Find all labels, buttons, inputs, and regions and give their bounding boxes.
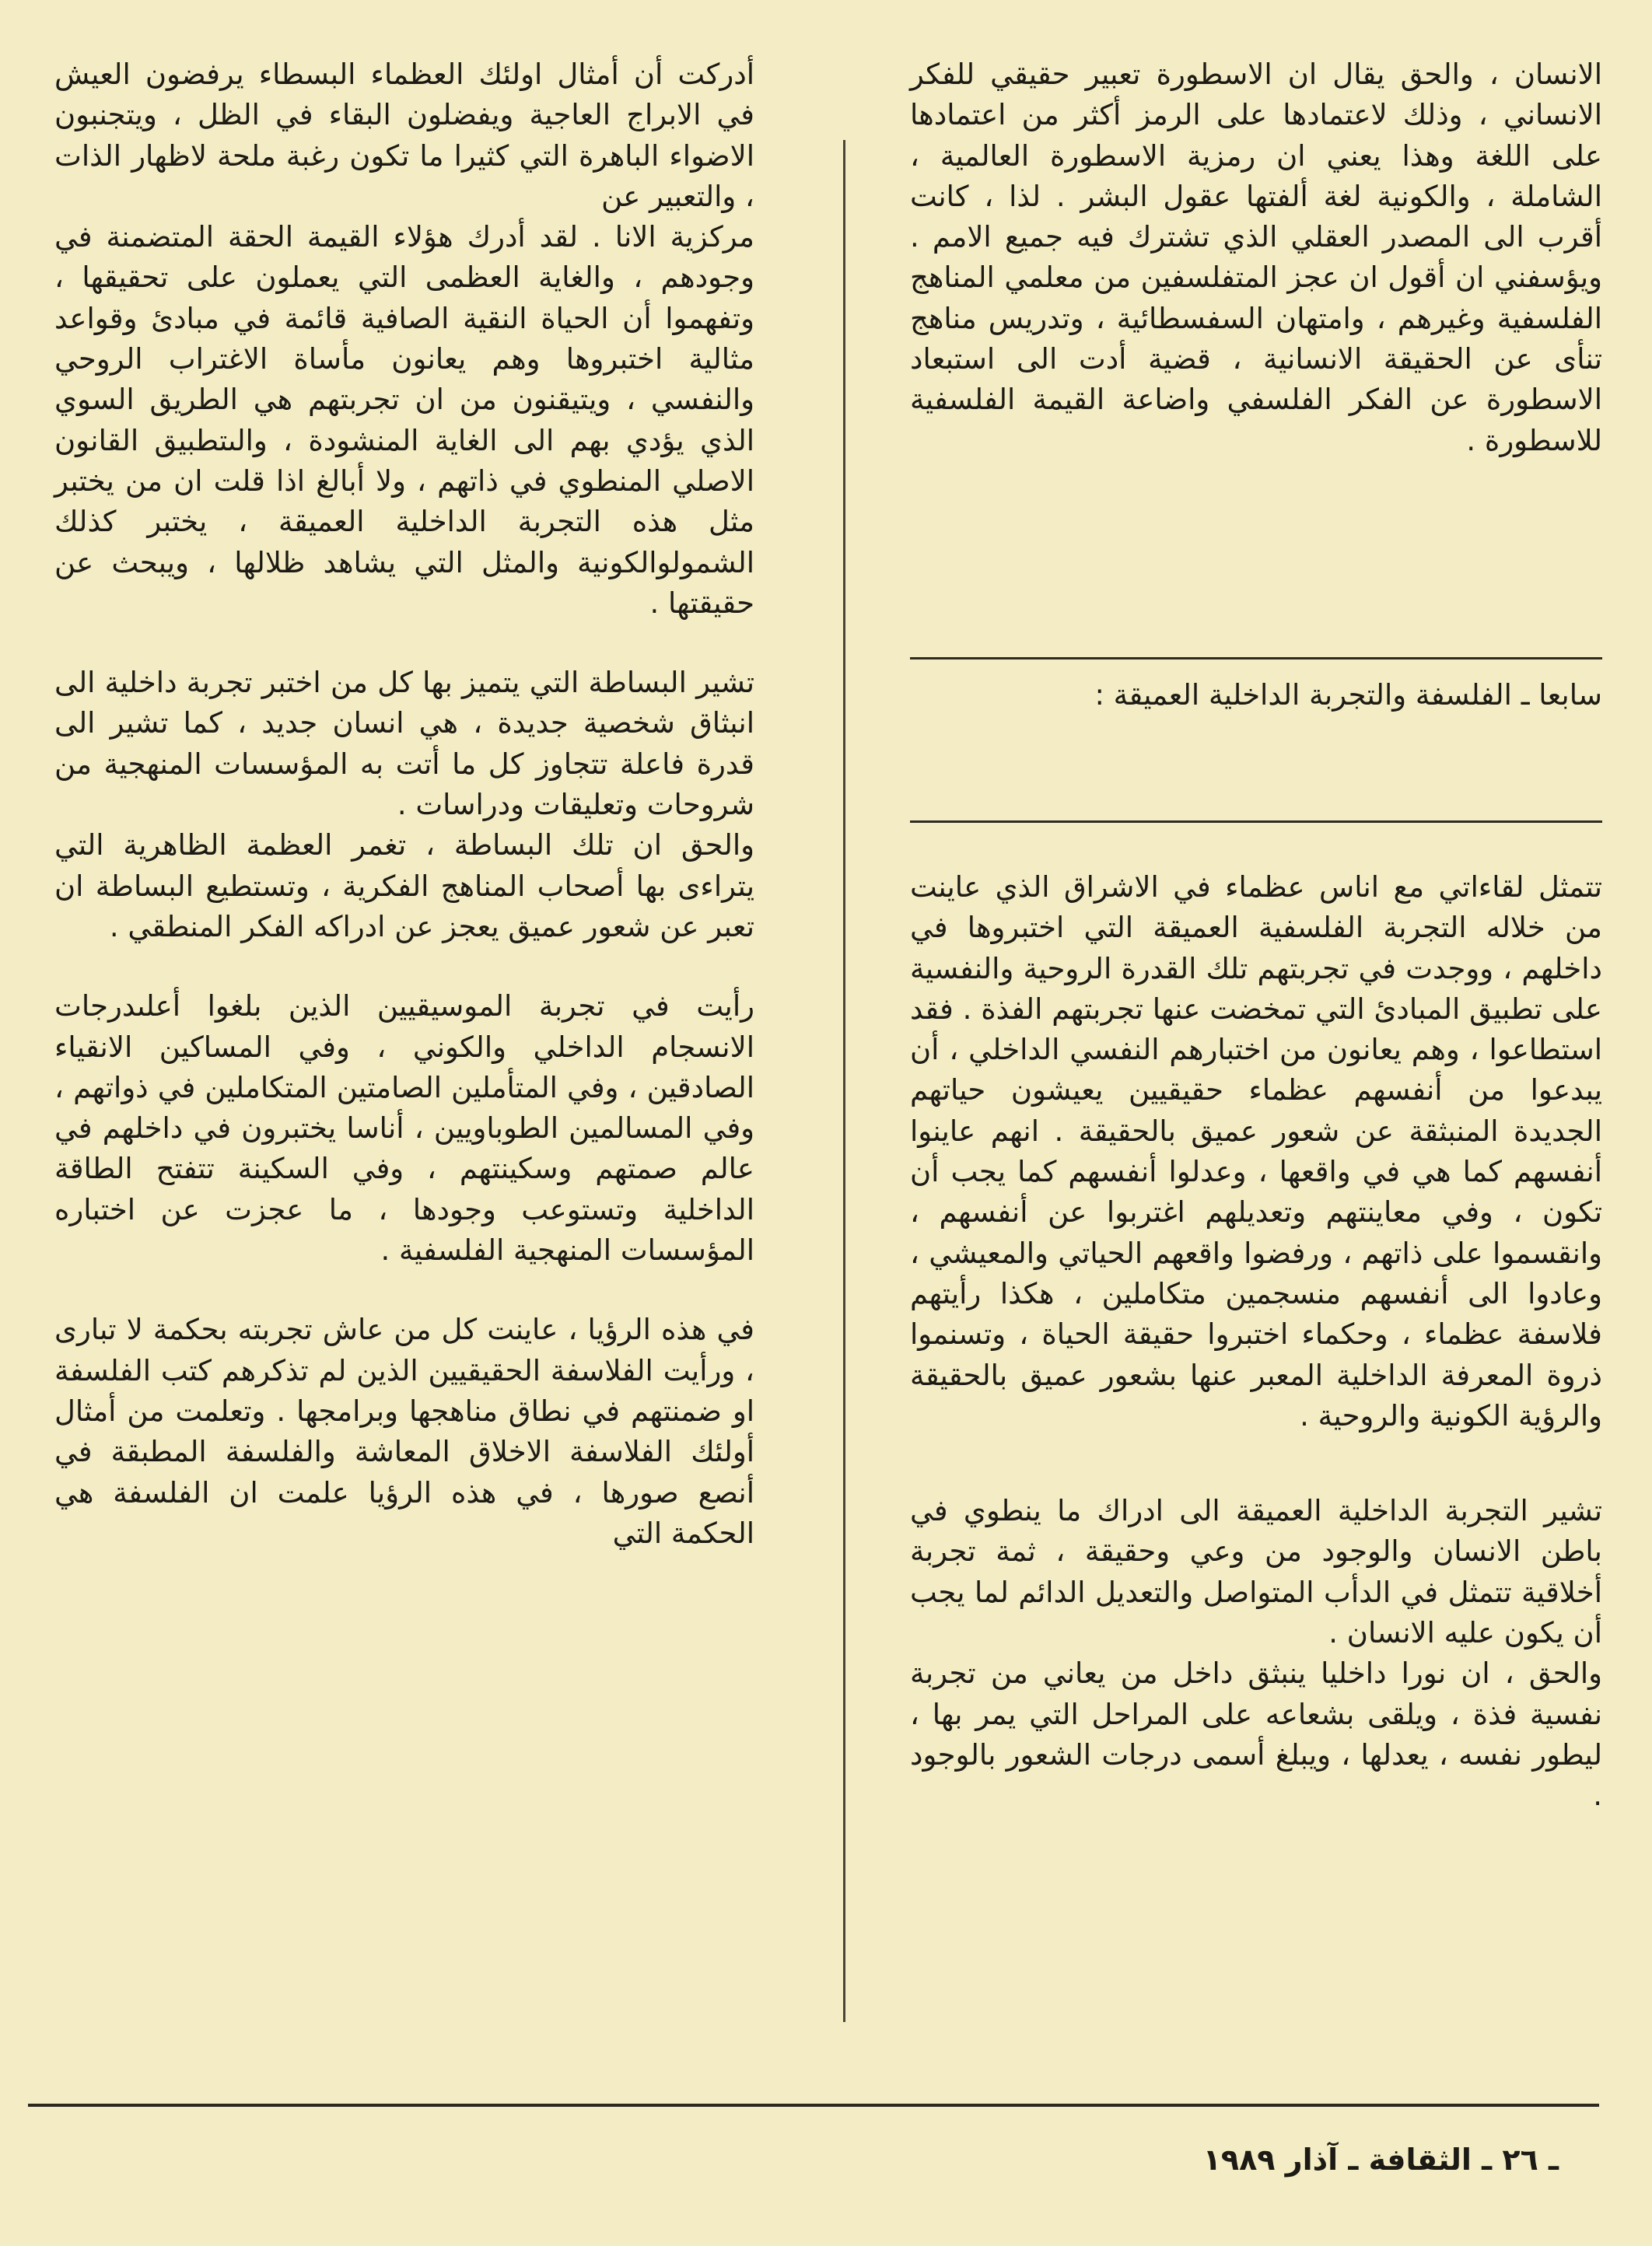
left-paragraph-2: مركزية الانا . لقد أدرك هؤلاء القيمة الحقة المتضمنة في وجودهم ، والغاية العظمى التي يعملون على تحقيقها ، وتفهموا أن الحياة النقية الصافية قائمة في مبادئ وقواعد مثالية اختبروها وهم يعانون مأساة الاغتراب الروحي والنفسي ، ويتيقنون من ان تجربتهم هي الطريق السوي الذي يؤدي بهم الى الغاية المنشودة ، والىتطبيق القانون الاصلي المنطوي في ذاتهم ، ولا أبالغ اذا قلت ان من يختبر مثل هذه التجربة الداخلية العميقة ، يختبر كذلك الشمولوالكونية والمثل التي يشاهد ظلالها ، ويبحث عن حقيقتها . [54, 220, 754, 620]
page-footer: ـ ٢٦ ـ الثقافة ـ آذار ١٩٨٩ [1202, 2143, 1559, 2177]
right-paragraph-2: تتمثل لقاءاتي مع اناس عظماء في الاشراق الذي عاينت من خلاله التجربة الفلسفية العميقة التي اختبروها في داخلهم ، ووجدت في تجربتهم تلك القدرة الروحية والنفسية على تطبيق المبادئ التي تمخضت عنها تجربتهم الفذة . فقد استطاعوا ، وهم يعانون من اختبارهم النفسي الداخلي ، أن يبدعوا من أنفسهم عظماء حقيقيين يعيشون حياتهم الجديدة المنبثقة عن شعور عميق بالحقيقة . انهم عاينوا أنفسهم كما هي في واقعها ، وعدلوا أنفسهم كما يجب أن تكون ، وفي معاينتهم وتعديلهم اغتربوا عن أنفسهم ، وانقسموا على ذاتهم ، ورفضوا واقعهم الحياتي والمعيشي ، وعادوا الى أنفسهم منسجمين متكاملين ، هكذا رأيتهم فلاسفة عظماء ، وحكماء اختبروا حقيقة الحياة ، وتسنموا ذروة المعرفة الداخلية المعبر عنها بشعور عميق بالحقيقة والرؤية الكونية والروحية . [910, 870, 1602, 1433]
left-column [54, 54, 754, 1554]
section-bottom-rule [910, 820, 1602, 823]
right-paragraph-4: والحق ، ان نورا داخليا ينبثق داخل من يعاني من تجربة نفسية فذة ، ويلقى بشعاعه على المراحل التي يمر بها ، ليطور نفسه ، يعدلها ، ويبلغ أسمى درجات الشعور بالوجود . [910, 1657, 1602, 1813]
left-paragraph-1: أدركت أن أمثال اولئك العظماء البسطاء يرفضون العيش في الابراج العاجية ويفضلون البقاء في الظل ، ويتجنبون الاضواء الباهرة التي كثيرا ما تكون رغبة ملحة لاظهار الذات ، والتعبير عن [54, 58, 754, 213]
left-paragraph-5: رأيت في تجربة الموسيقيين الذين بلغوا أعلىدرجات الانسجام الداخلي والكوني ، وفي المساكين الانقياء الصادقين ، وفي المتأملين الصامتين المتكاملين في ذواتهم ، وفي المسالمين الطوباويين ، أناسا يختبرون في داخلهم في عالم صمتهم وسكينتهم ، وفي السكينة تتفتح الطاقة الداخلية وتستوعب وجودها ، ما عجزت عن اختباره المؤسسات المنهجية الفلسفية . [54, 989, 754, 1268]
left-paragraph-4: والحق ان تلك البساطة ، تغمر العظمة الظاهرية التي يتراءى بها أصحاب المناهج الفكرية ، وتستطيع البساطة ان تعبر عن شعور عميق يعجز عن ادراكه الفكر المنطقي . [54, 828, 754, 943]
right-paragraph-3: تشير التجربة الداخلية العميقة الى ادراك ما ينطوي في باطن الانسان والوجود من وعي وحقيقة ، ثمة تجربة أخلاقية تتمثل في الدأب المتواصل والتعديل الدائم لما يجب أن يكون عليه الانسان . [910, 1494, 1602, 1650]
footer-rule [28, 2104, 1599, 2107]
right-column [910, 54, 1602, 461]
paragraph-gap [54, 624, 754, 663]
paragraph-gap [54, 1271, 754, 1310]
left-paragraph-6: في هذه الرؤيا ، عاينت كل من عاش تجربته بحكمة لا تبارى ، ورأيت الفلاسفة الحقيقيين الذين لم تذكرهم كتب الفلسفة او ضمنتهم في نطاق مناهجها وبرامجها . وتعلمت من أمثال أولئك الفلاسفة الاخلاق المعاشة والفلسفة المطبقة في أنصع صورها ، في هذه الرؤيا علمت ان الفلسفة هي الحكمة التي [54, 1313, 754, 1550]
left-paragraph-3: تشير البساطة التي يتميز بها كل من اختبر تجربة داخلية الى انبثاق شخصية جديدة ، هي انسان جديد ، كما تشير الى قدرة فاعلة تتجاوز كل ما أتت به المؤسسات المنهجية من شروحات وتعليقات ودراسات . [54, 666, 754, 822]
section-top-rule [910, 657, 1602, 659]
column-divider [843, 140, 845, 2022]
section-heading: سابعا ـ الفلسفة والتجربة الداخلية العميقة : [1094, 678, 1602, 712]
paragraph-gap [910, 1436, 1602, 1491]
paragraph-gap [54, 947, 754, 986]
right-column-lower [910, 867, 1602, 1817]
right-paragraph-1: الانسان ، والحق يقال ان الاسطورة تعبير حقيقي للفكر الانساني ، وذلك لاعتمادها على الرمز أكثر من اعتمادها على اللغة وهذا يعني ان رمزية الاسطورة العالمية ، الشاملة ، والكونية لغة ألفتها عقول البشر . لذا ، كانت أقرب الى المصدر العقلي الذي تشترك فيه جميع الامم . ويؤسفني ان أقول ان عجز المتفلسفين من معلمي المناهج الفلسفية وغيرهم ، وامتهان السفسطائية ، وتدريس مناهج تنأى عن الحقيقة الانسانية ، قضية أدت الى استبعاد الاسطورة عن الفكر الفلسفي واضاعة القيمة الفلسفية للاسطورة . [910, 58, 1602, 457]
